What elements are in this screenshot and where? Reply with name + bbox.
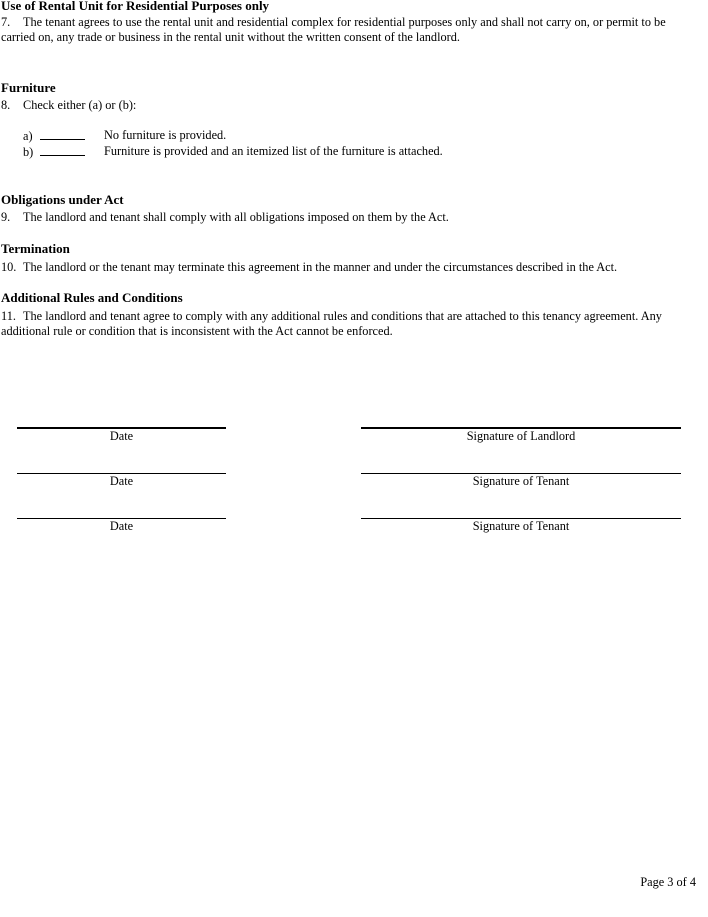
option-letter: a) [23,129,33,143]
page-number: Page 3 of 4 [640,875,696,889]
clause-number: 7. [1,15,11,29]
option-text: No furniture is provided. [104,128,227,142]
clause-number: 9. [1,210,11,224]
clause-number: 8. [1,98,11,112]
section-heading-furniture: Furniture [1,80,56,95]
clause-11 [1,309,686,339]
option-text: Furniture is provided and an itemized list of the furniture is attached. [104,144,443,158]
date-label: Date [109,474,134,488]
signature-label-landlord: Signature of Landlord [466,429,576,443]
clause-number: 10. [1,260,17,274]
clause-text: The landlord and tenant agree to comply with any additional rules and conditions that are attached to this tenancy agreement. Any additional rule or condition that is inconsistent with the Act cannot be enforced. [1,309,662,338]
clause-text: The landlord and tenant shall comply with all obligations imposed on them by the Act. [23,210,449,224]
signature-label-tenant: Signature of Tenant [472,474,570,488]
clause-8 [1,98,136,113]
clause-text: Check either (a) or (b): [23,98,137,112]
clause-10 [1,260,617,275]
clause-9 [1,210,449,225]
section-heading-termination: Termination [1,241,70,256]
section-heading-use: Use of Rental Unit for Residential Purposes only [1,0,270,13]
signature-label-tenant: Signature of Tenant [472,519,570,533]
clause-7 [1,15,691,45]
clause-text: The landlord or the tenant may terminate this agreement in the manner and under the circumstances described in the Act. [23,260,618,274]
furniture-option-b [23,144,443,160]
section-heading-obligations: Obligations under Act [1,192,124,207]
clause-number: 11. [1,309,16,323]
furniture-option-a [23,128,227,144]
clause-text: The tenant agrees to use the rental unit and residential complex for residential purposes only and shall not carry on, or permit to be carried on, any trade or business in the rental unit without the written consent of the landlord. [1,15,666,44]
option-letter: b) [23,145,34,159]
option-a-check-blank[interactable] [40,128,85,140]
date-label: Date [109,519,134,533]
section-heading-additional: Additional Rules and Conditions [1,290,183,305]
date-label: Date [109,429,134,443]
option-b-check-blank[interactable] [40,144,85,156]
